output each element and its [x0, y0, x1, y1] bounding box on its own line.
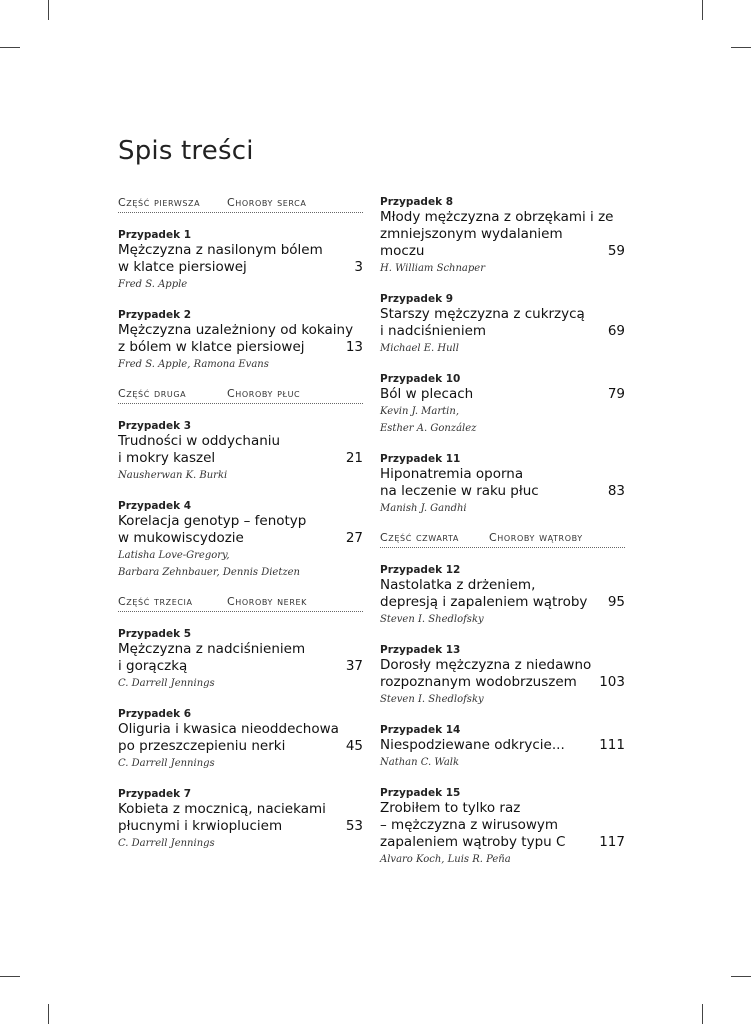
part-number: Część czwarta [380, 531, 459, 544]
page-number: 83 [607, 483, 625, 499]
entry-title-row [118, 801, 363, 818]
entry-title: Młody mężczyzna z obrzękami i ze [380, 209, 614, 225]
crop-mark [702, 0, 703, 20]
crop-mark [48, 0, 49, 20]
entry-author: Kevin J. Martin, [380, 406, 459, 417]
page-number: 21 [345, 450, 363, 466]
case-label: Przypadek 12 [380, 564, 461, 576]
entry-title-row [118, 242, 363, 259]
toc-entry[interactable] [118, 229, 363, 293]
entry-title-row [380, 834, 625, 851]
toc-entry[interactable] [118, 628, 363, 692]
entry-title-row [380, 483, 625, 500]
page-number: 37 [345, 658, 363, 674]
part-heading [118, 595, 363, 612]
toc-entry[interactable] [380, 293, 625, 357]
page-number: 13 [345, 339, 363, 355]
page-number: 45 [345, 738, 363, 754]
entry-title-row [118, 450, 363, 467]
entry-title: Hiponatremia oporna [380, 466, 524, 482]
crop-mark [0, 47, 20, 48]
toc-entry[interactable] [380, 453, 625, 517]
page-title: Spis treści [118, 136, 254, 166]
page-number: 103 [599, 674, 625, 690]
entry-author: Latisha Love-Gregory, [118, 550, 230, 561]
entry-title-row [380, 577, 625, 594]
crop-mark [48, 1004, 49, 1024]
entry-title-row [118, 513, 363, 530]
case-label: Przypadek 14 [380, 724, 461, 736]
part-number: Część trzecia [118, 595, 193, 608]
toc-entry[interactable] [380, 787, 625, 868]
toc-entry[interactable] [118, 500, 363, 581]
entry-title: Mężczyzna uzależniony od kokainy [118, 322, 354, 338]
toc-entry[interactable] [118, 788, 363, 852]
crop-mark [0, 976, 20, 977]
toc-entry[interactable] [380, 724, 625, 771]
entry-title-row [118, 259, 363, 276]
entry-author: Michael E. Hull [380, 343, 459, 354]
entry-title: z bólem w klatce piersiowej [118, 339, 305, 355]
entry-title: Dorosły mężczyzna z niedawno [380, 657, 592, 673]
entry-title: w mukowiscydozie [118, 530, 244, 546]
page-number: 111 [599, 737, 625, 753]
entry-author: Fred S. Apple, Ramona Evans [118, 359, 269, 370]
entry-author: Barbara Zehnbauer, Dennis Dietzen [118, 567, 300, 578]
entry-title: i nadciśnieniem [380, 323, 487, 339]
entry-title: Starszy mężczyzna z cukrzycą [380, 306, 585, 322]
entry-title-row [118, 339, 363, 356]
entry-author: Nathan C. Walk [380, 757, 460, 768]
case-label: Przypadek 9 [380, 293, 454, 305]
entry-title-row [380, 594, 625, 611]
entry-title-row [380, 817, 625, 834]
entry-title-row [118, 738, 363, 755]
toc-column-right [380, 196, 625, 868]
toc-entry[interactable] [118, 420, 363, 484]
part-name: Choroby płuc [227, 387, 301, 400]
entry-title-row [380, 226, 625, 260]
toc-entry[interactable] [380, 644, 625, 708]
toc-entry[interactable] [380, 373, 625, 437]
entry-author: Esther A. González [380, 423, 477, 434]
entry-author: Manish J. Gandhi [380, 503, 467, 514]
case-label: Przypadek 8 [380, 196, 454, 208]
entry-title: zmniejszonym wydalaniem moczu [380, 226, 563, 259]
toc-column-left [118, 196, 363, 852]
crop-mark [731, 47, 751, 48]
case-label: Przypadek 11 [380, 453, 461, 465]
part-name: Choroby serca [227, 196, 307, 209]
entry-title-row [118, 818, 363, 835]
entry-author: Steven I. Shedlofsky [380, 614, 484, 625]
entry-author: C. Darrell Jennings [118, 838, 215, 849]
case-label: Przypadek 5 [118, 628, 192, 640]
entry-title: Zrobiłem to tylko raz [380, 800, 521, 816]
entry-title-row [118, 530, 363, 547]
crop-mark [731, 976, 751, 977]
toc-entry[interactable] [118, 708, 363, 772]
toc-entry[interactable] [118, 309, 363, 373]
case-label: Przypadek 2 [118, 309, 192, 321]
entry-author: C. Darrell Jennings [118, 678, 215, 689]
case-label: Przypadek 10 [380, 373, 461, 385]
entry-title-row [118, 658, 363, 675]
entry-title-row [380, 674, 625, 691]
entry-title-row [380, 737, 625, 754]
entry-title: i gorączką [118, 658, 188, 674]
case-label: Przypadek 6 [118, 708, 192, 720]
page-number: 117 [599, 834, 625, 850]
entry-title: zapaleniem wątroby typu C [380, 834, 566, 850]
toc-entry[interactable] [380, 564, 625, 628]
entry-title: Kobieta z mocznicą, naciekami [118, 801, 326, 817]
page-number: 3 [354, 259, 363, 275]
case-label: Przypadek 4 [118, 500, 192, 512]
entry-title-row [380, 657, 625, 674]
entry-title-row [118, 721, 363, 738]
entry-title-row [380, 800, 625, 817]
entry-title-row [380, 306, 625, 323]
part-name: Choroby wątroby [489, 531, 583, 544]
entry-title: Ból w plecach [380, 386, 474, 402]
entry-title: Trudności w oddychaniu [118, 433, 281, 449]
page-number: 69 [607, 323, 625, 339]
page-number: 27 [345, 530, 363, 546]
case-label: Przypadek 15 [380, 787, 461, 799]
case-label: Przypadek 13 [380, 644, 461, 656]
page-number: 95 [607, 594, 625, 610]
crop-mark [702, 1004, 703, 1024]
entry-title-row [118, 322, 363, 339]
case-label: Przypadek 1 [118, 229, 192, 241]
entry-title: na leczenie w raku płuc [380, 483, 539, 499]
part-heading [380, 531, 625, 548]
page-number: 53 [345, 818, 363, 834]
entry-title: Nastolatka z drżeniem, [380, 577, 536, 593]
entry-title: w klatce piersiowej [118, 259, 247, 275]
entry-title: depresją i zapaleniem wątroby [380, 594, 588, 610]
entry-author: Steven I. Shedlofsky [380, 694, 484, 705]
entry-author: Alvaro Koch, Luis R. Peña [380, 854, 511, 865]
entry-author: Fred S. Apple [118, 279, 188, 290]
part-name: Choroby nerek [227, 595, 307, 608]
toc-entry[interactable] [380, 196, 625, 277]
page-number: 59 [607, 243, 625, 259]
entry-title-row [118, 433, 363, 450]
part-heading [118, 387, 363, 404]
case-label: Przypadek 7 [118, 788, 192, 800]
part-heading [118, 196, 363, 213]
entry-title-row [380, 323, 625, 340]
entry-title: Korelacja genotyp – fenotyp [118, 513, 307, 529]
entry-title-row [118, 641, 363, 658]
part-number: Część druga [118, 387, 187, 400]
entry-author: Nausherwan K. Burki [118, 470, 228, 481]
entry-title: Oliguria i kwasica nieoddechowa [118, 721, 339, 737]
page-number: 79 [607, 386, 625, 402]
entry-title: Mężczyzna z nasilonym bólem [118, 242, 323, 258]
entry-title: – mężczyzna z wirusowym [380, 817, 559, 833]
case-label: Przypadek 3 [118, 420, 192, 432]
entry-title: po przeszczepieniu nerki [118, 738, 286, 754]
entry-title-row [380, 209, 625, 226]
part-number: Część pierwsza [118, 196, 201, 209]
entry-title: Mężczyzna z nadciśnieniem [118, 641, 306, 657]
entry-title: Niespodziewane odkrycie... [380, 737, 565, 753]
entry-title-row [380, 386, 625, 403]
entry-title: i mokry kaszel [118, 450, 216, 466]
entry-title: rozpoznanym wodobrzuszem [380, 674, 577, 690]
entry-title: płucnymi i krwiopluciem [118, 818, 283, 834]
entry-title-row [380, 466, 625, 483]
entry-author: H. William Schnaper [380, 263, 485, 274]
entry-author: C. Darrell Jennings [118, 758, 215, 769]
